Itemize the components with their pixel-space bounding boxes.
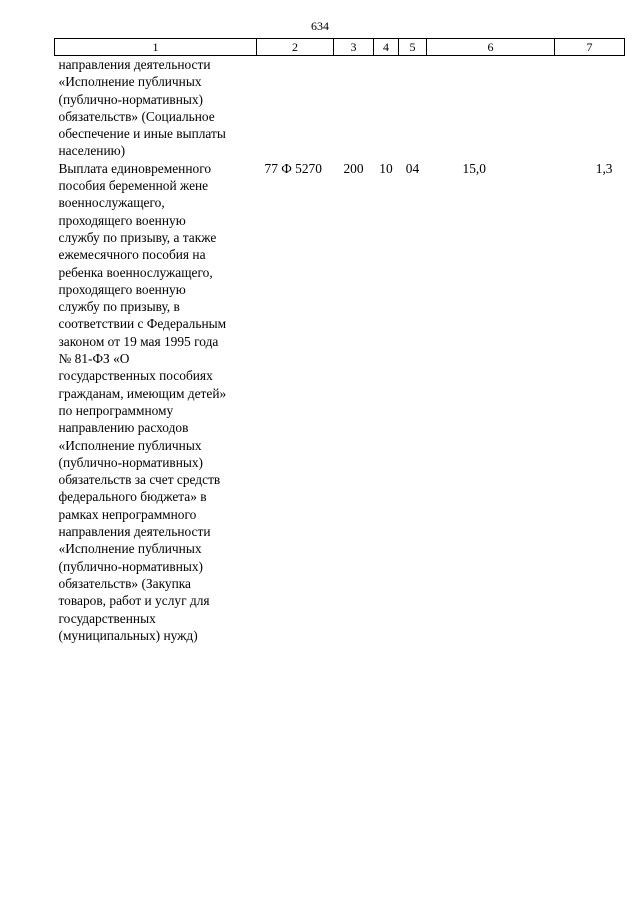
target-article-code: 77 Ф 5270 — [264, 160, 322, 176]
header-cell-1: 1 — [55, 39, 257, 56]
description-line: пособия беременной жене — [58, 178, 209, 194]
description-line: рамках непрограммного — [58, 506, 197, 522]
description-line: (муниципальных) нужд) — [58, 627, 198, 643]
description-line: направления деятельности — [58, 524, 211, 540]
expense-type-code — [334, 56, 374, 160]
description-line: проходящего военную — [58, 212, 186, 228]
table-row — [55, 56, 625, 160]
description-line: службу по призыву, в — [58, 299, 180, 315]
description-line: обеспечение и иные выплаты — [58, 126, 226, 142]
header-cell-4: 4 — [374, 39, 399, 56]
description-line: обязательств» (Социальное — [58, 108, 215, 124]
header-cell-5: 5 — [399, 39, 427, 56]
budget-table — [54, 38, 625, 644]
subsection-code: 04 — [405, 160, 420, 176]
subsection-code — [399, 56, 427, 160]
description-line: федерального бюджета» в — [58, 489, 207, 505]
header-cell-2: 2 — [257, 39, 334, 56]
header-cell-7: 7 — [555, 39, 625, 56]
description-line: (публично-нормативных) — [58, 91, 204, 107]
description-line: государственных пособиях — [58, 368, 213, 384]
description-line: ежемесячного пособия на — [58, 247, 206, 263]
amount-col-7: 1,3 — [595, 160, 613, 176]
amount-col-7 — [555, 56, 625, 160]
description-line: ребенка военнослужащего, — [58, 264, 213, 280]
expense-type-code: 200 — [343, 160, 364, 176]
row-description — [55, 160, 257, 644]
description-line: военнослужащего, — [58, 195, 165, 211]
description-line: товаров, работ и услуг для — [58, 593, 210, 609]
description-line: населению) — [58, 143, 126, 159]
description-line: № 81-ФЗ «О — [58, 351, 130, 367]
header-cell-3: 3 — [334, 39, 374, 56]
description-line: направления деятельности — [58, 57, 211, 72]
description-line: Выплата единовременного — [58, 160, 212, 176]
description-line: по непрограммному — [58, 402, 174, 418]
row-description — [55, 56, 257, 160]
amount-col-6 — [427, 56, 555, 160]
description-line: законом от 19 мая 1995 года — [58, 333, 219, 349]
header-row — [55, 39, 625, 56]
description-line: направлению расходов — [58, 420, 189, 436]
description-line: «Исполнение публичных — [58, 437, 202, 453]
amount-col-6: 15,0 — [462, 160, 486, 176]
description-line: (публично-нормативных) — [58, 454, 204, 470]
description-line: (публично-нормативных) — [58, 558, 204, 574]
target-article-code — [257, 56, 334, 160]
table-row — [55, 160, 625, 644]
page-number: 634 — [311, 19, 329, 33]
description-line: государственных — [58, 610, 156, 626]
section-code — [374, 56, 399, 160]
description-line: проходящего военную — [58, 281, 186, 297]
description-line: «Исполнение публичных — [58, 74, 202, 90]
section-code: 10 — [379, 160, 393, 176]
description-line: «Исполнение публичных — [58, 541, 202, 557]
description-line: обязательств» (Закупка — [58, 575, 191, 591]
description-line: службу по призыву, а также — [58, 229, 217, 245]
description-line: соответствии с Федеральным — [58, 316, 227, 332]
header-cell-6: 6 — [427, 39, 555, 56]
description-line: гражданам, имеющим детей» — [58, 385, 227, 401]
description-line: обязательств за счет средств — [58, 472, 221, 488]
